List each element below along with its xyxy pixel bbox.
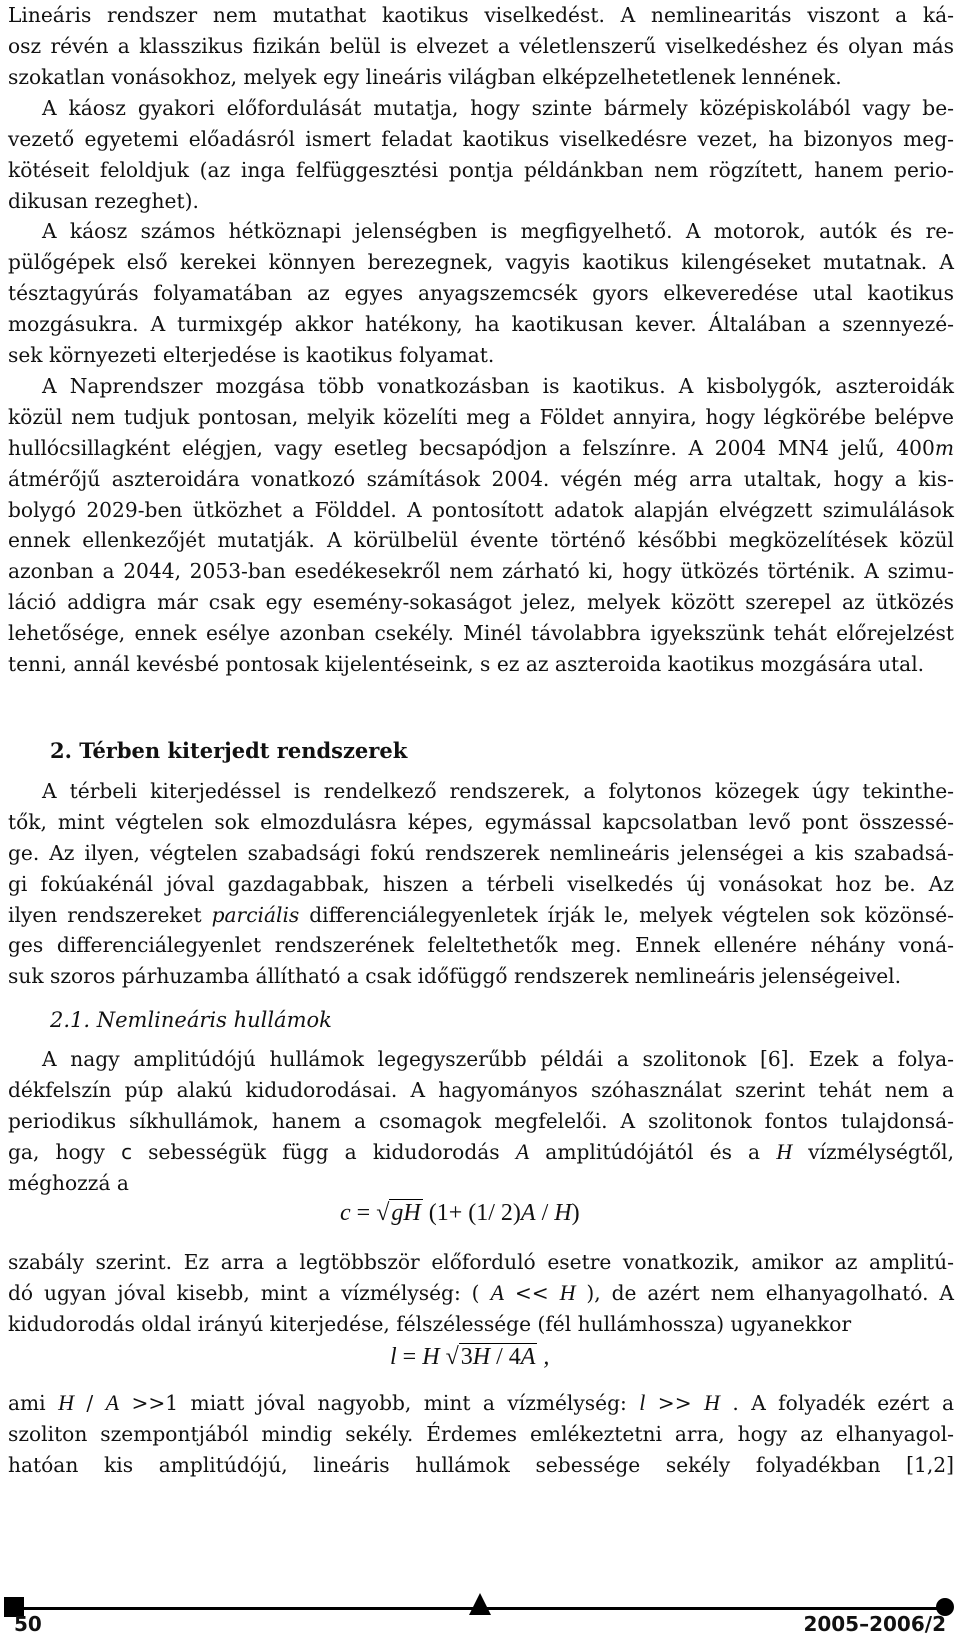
page-number: 50 [14,1612,42,1636]
formula-half-width: l = H √3H / 4A , [390,1344,550,1370]
paragraph-3: A káosz számos hétköznapi jelenségben is megfigyelhető. A motorok, autók és re- pülőgépek első kerekei könnyen berezegnek, vagyis kaotikus kilengéseket mutatnak. A tésztagyúrás folyamatában az egyes anyagszemcsék gyors elkeveredése utal kaotikus mozgásukra. A turmixgép akkor hatékony, ha kaotikusan kever. Általában a szennyezé- sek környezeti elterjedése is kaotikus folyamat. [8,219,954,367]
section-heading: 2. Térben kiterjedt rendszerek [50,738,408,763]
paragraph-4: A Naprendszer mozgása több vonatkozásban is kaotikus. A kisbolygók, aszteroidák közül nem tudjuk pontosan, melyik közelíti meg a Földet annyira, hogy légkörébe belépve hullócsillagként elégjen, vagy esetleg becsapódjon a felszínre. A 2004 MN4 jelű, 400m átmérőjű aszteroidára vonatkozó számítások 2004. végén még arra utaltak, hogy a kis- bolygó 2029-ben ütközhet a Földdel. A pontosított adatok alapján elvégzett szimulálások ennek ellenkezőjét mutatják. A körülbelül évente történő későbbi megközelítések közül azonban a 2044, 2053-ban esedékesekről nem zárható ki, hogy ütközés történik. A szimu- láció addigra már csak egy esemény-sokaságot jelez, melyek között szerepel az ütközés lehetősége, ennek esélye azonban csekély. Minél távolabbra igyekszünk tehát előrejelzést tenni, annál kevésbé pontosak kijelentéseink, s ez az aszteroida kaotikus mozgására utal. [8,374,954,677]
triangle-marker-icon [469,1593,491,1615]
subsection-heading: 2.1. Nemlineáris hullámok [50,1008,332,1032]
paragraph-2: A káosz gyakori előfordulását mutatja, hogy szinte bármely középiskolából vagy be- vezető egyetemi előadásról ismert feladat kaotikus viselkedésre vezet, ha bizonyos meg- kötéseit feloldjuk (az inga felfüggesztési pontja példánkban nem rögzített, hanem perio- dikusan rezeghet). [8,96,954,213]
sub-paragraph-1: A nagy amplitúdójú hullámok legegyszerűbb példái a szolitonok [6]. Ezek a folya- dékfelszín púp alakú kidudorodásai. A hagyományos szóhasználat szerint tehát nem a periodikus síkhullámok, hanem a csomagok megfelelői. A szolitonok fontos tulajdonsá- ga, hogy c sebességük függ a kidudorodás A amplitúdójától és a H vízmélységtől, méghozzá a [8,1047,954,1195]
paragraph-1: Lineáris rendszer nem mutathat kaotikus viselkedést. A nemlinearitás viszont a ká- osz révén a klasszikus fizikán belül is elvezet a véletlenszerű viselkedéshez és olyan más szokatlan vonásokhoz, melyek egy lineáris világban elképzelhetetlenek lennének. [8,3,954,89]
sub-paragraph-2: szabály szerint. Ez arra a legtöbbször előforduló esetre vonatkozik, amikor az amplitú- dó ugyan jóval kisebb, mint a vízmélység: ( A << H ), de azért nem elhanyagolható. A kidudorodás oldal irányú kiterjedése, félszélessége (fél hullámhossza) ugyanekkor [8,1250,954,1336]
formula-soliton-speed: c = √gH (1+ (1/ 2)A / H) [340,1200,580,1226]
sub-paragraph-3: ami H / A >>1 miatt jóval nagyobb, mint a vízmélység: l >> H . A folyadék ezért a szoliton szempontjából mindig sekély. Érdemes emlékeztetni arra, hogy az elhanyagol- hatóan kis amplitúdójú, lineáris hullámok sebessége sekély folyadékban [1,2] [8,1390,954,1477]
section-paragraph: A térbeli kiterjedéssel is rendelkező rendszerek, a folytonos közegek úgy tekinthe- tők, mint végtelen sok elmozdulásra képes, egymással kapcsolatban levő pont összessé- ge. Az ilyen, végtelen szabadsági fokú rendszerek nemlineáris jelenségei a kis szabadsá- gi fokúakénál jóval gazdagabbak, hiszen a térbeli viselkedés új vonásokat hoz be. Az ilyen rendszereket parciális differenciálegyenletek írják le, melyek végtelen sok közönsé- ges differenciálegyenlet rendszerének feleltethetők meg. Ennek ellenére néhány voná- suk szoros párhuzamba állítható a csak időfüggő rendszerek nemlineáris jelenségeivel. [8,779,954,989]
issue-label: 2005–2006/2 [803,1612,946,1636]
